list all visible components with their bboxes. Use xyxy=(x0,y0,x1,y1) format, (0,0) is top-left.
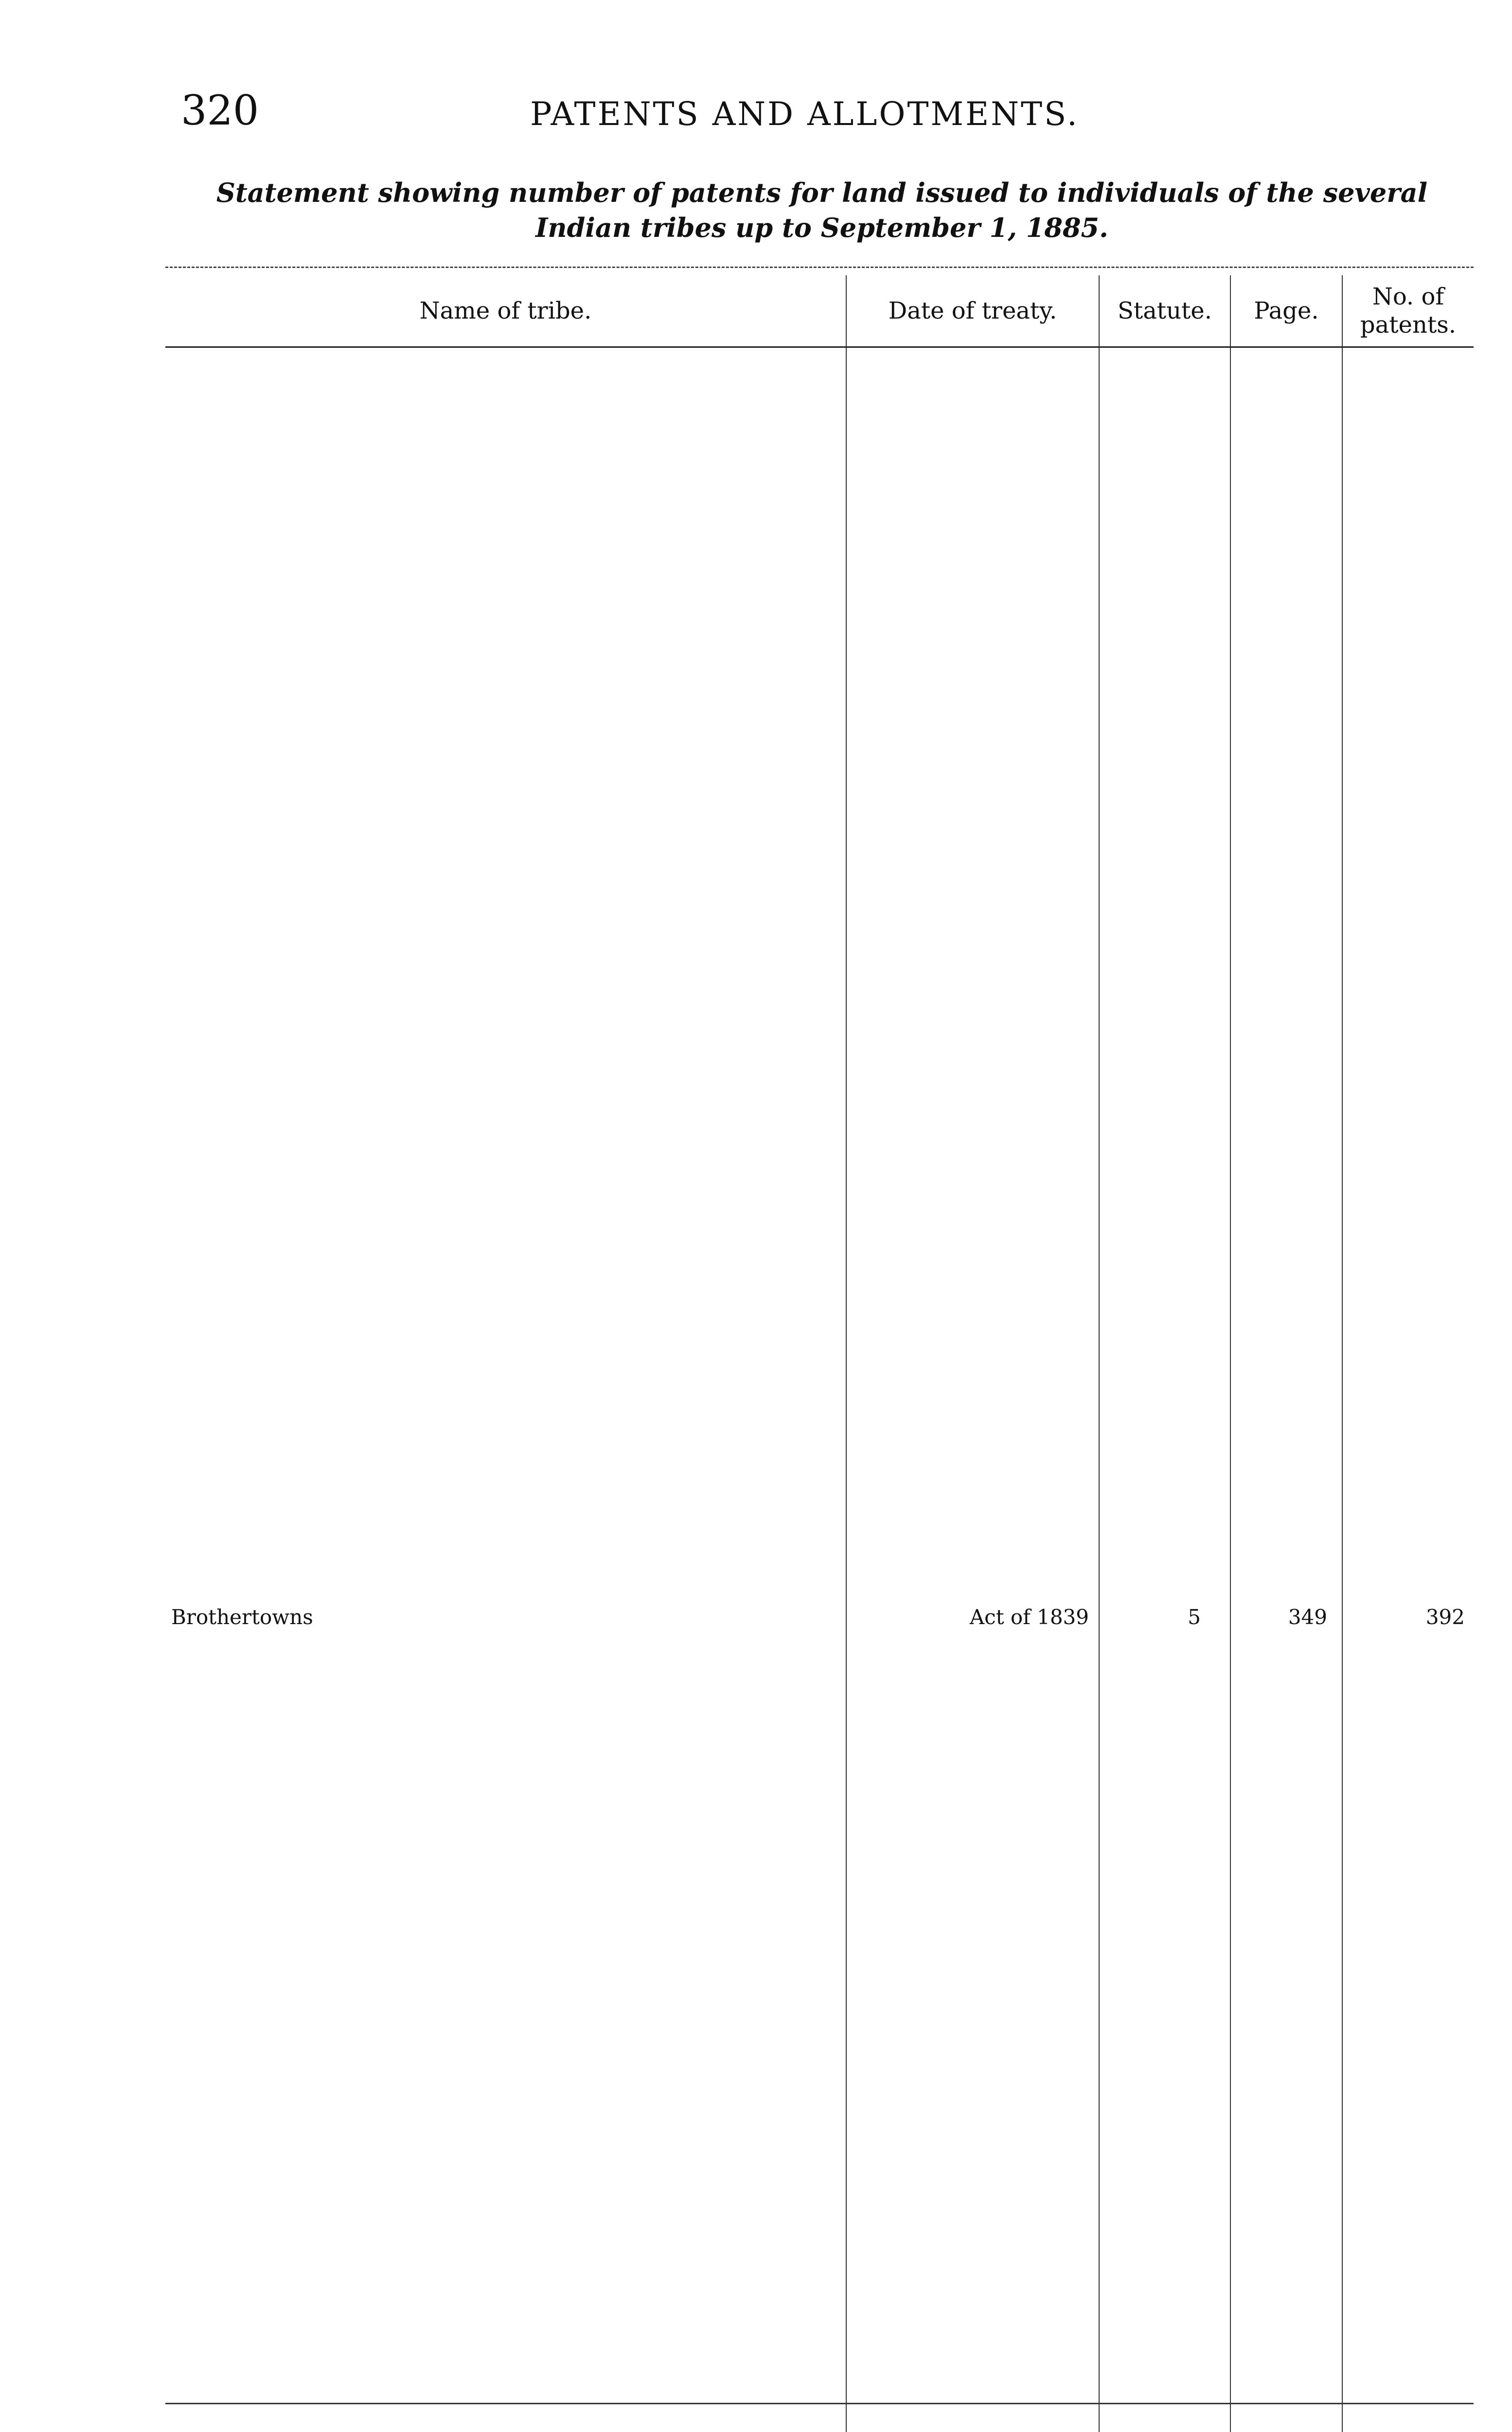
page-number: 320 xyxy=(181,87,259,134)
patent-count: 392 xyxy=(1342,347,1474,2432)
header-row xyxy=(165,275,1474,347)
table-caption: Statement showing number of patents for land issued to individuals of the several Indian tribes up to September 1, 1885. xyxy=(216,177,1428,243)
top-rule xyxy=(165,267,1474,268)
patents-table xyxy=(165,275,1474,2432)
running-head: PATENTS AND ALLOTMENTS. xyxy=(530,95,1079,133)
treaty-date: Act of 1839 xyxy=(846,347,1099,2432)
page-ref: 349 xyxy=(1230,347,1342,2432)
header-date: Date of treaty. xyxy=(846,275,1099,347)
header-page: Page. xyxy=(1230,275,1342,347)
table-body xyxy=(165,347,1474,2432)
header-patents: No. of patents. xyxy=(1342,275,1474,347)
table-row xyxy=(165,347,1474,2432)
header-tribe: Name of tribe. xyxy=(165,275,846,347)
tribe-name: Brothertowns xyxy=(171,1605,313,1629)
statute: 5 xyxy=(1099,347,1230,2432)
header-statute: Statute. xyxy=(1099,275,1230,347)
bottom-rule xyxy=(165,2403,1474,2404)
